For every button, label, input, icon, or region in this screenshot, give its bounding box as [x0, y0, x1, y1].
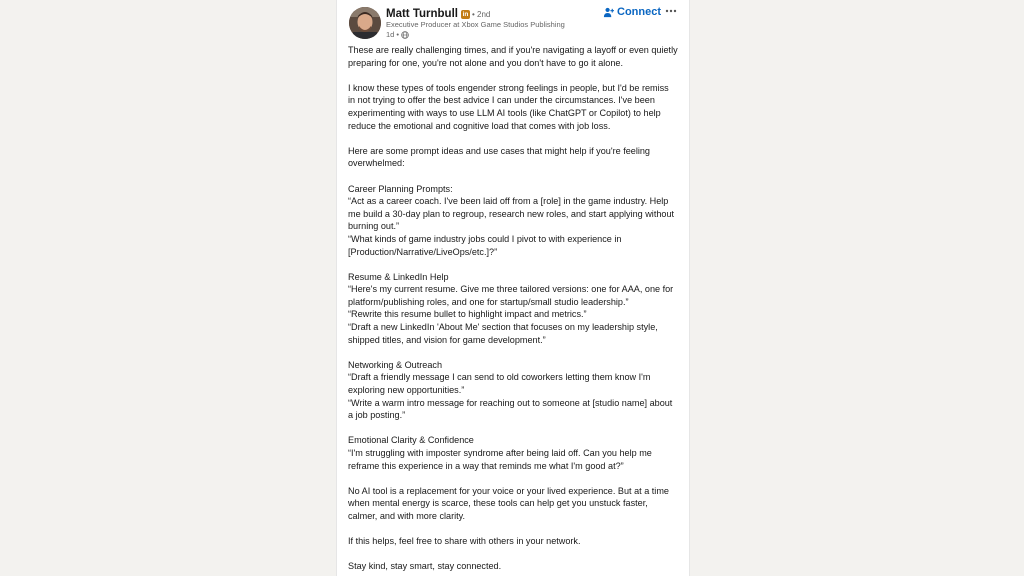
post-text-line: “Here's my current resume. Give me three tailored versions: one for AAA, one for platform/publishing roles, and one for startup/small studio leadership.” — [348, 284, 674, 307]
post-text-line: “What kinds of game industry jobs could I pivot to with experience in [Production/Narrative/LiveOps/etc.]?” — [348, 233, 622, 257]
connect-button[interactable] — [603, 5, 661, 19]
more-options-icon[interactable] — [663, 4, 679, 18]
post-text-line: Emotional Clarity & Confidence — [348, 435, 474, 446]
post-text-line: Resume & LinkedIn Help — [348, 271, 449, 282]
post-body — [348, 44, 678, 576]
globe-icon — [401, 31, 409, 39]
post-paragraph — [348, 560, 678, 573]
connection-degree: • 2nd — [471, 9, 491, 19]
post-text-line: No AI tool is a replacement for your voice or your lived experience. But at a time when mental energy is scarce, these tools can help get you unstuck faster, calmer, and with more clarity. — [348, 485, 669, 521]
linkedin-premium-icon — [461, 10, 470, 19]
author-name[interactable]: Matt Turnbull — [386, 8, 458, 20]
author-headline: Executive Producer at Xbox Game Studios Publishing — [386, 20, 565, 29]
post-paragraph — [348, 82, 678, 132]
post-text-line: “Draft a new LinkedIn 'About Me' section that focuses on my leadership style, shipped titles, and vision for game development.” — [348, 322, 658, 345]
post-paragraph — [348, 359, 678, 422]
post-text-line: I know these types of tools engender strong feelings in people, but I'd be remiss in not trying to offer the best advice I can under the circumstances. I've been experimenting with ways to use LLM AI tools (like ChatGPT or Copilot) to help reduce the emotional and cognitive load that comes with job loss. — [348, 82, 669, 131]
post-text-line: “Act as a career coach. I've been laid off from a [role] in the game industry. Help me build a 30-day plan to regroup, research new roles, and start applying without burning out.” — [348, 196, 675, 232]
post-header — [337, 0, 689, 44]
post-paragraph — [348, 145, 678, 170]
badge-label: in — [462, 10, 469, 18]
post-text-line: These are really challenging times, and if you're navigating a layoff or even quietly preparing for one, you're not alone and you don't have to go it alone. — [348, 45, 678, 68]
post-text-line: Here are some prompt ideas and use cases that might help if you're feeling overwhelmed: — [348, 145, 650, 169]
post-text-line: If this helps, feel free to share with others in your network. — [348, 536, 581, 547]
post-paragraph — [348, 44, 678, 69]
post-paragraph — [348, 183, 678, 259]
post-text-line: “Write a warm intro message for reaching out to someone at [studio name] about a job posting.” — [348, 397, 673, 421]
post-text-line: “Rewrite this resume bullet to highlight impact and metrics.” — [348, 309, 587, 320]
post-paragraph — [348, 434, 678, 472]
post-time: 1d • — [386, 30, 400, 39]
post-text-line: Career Planning Prompts: — [348, 183, 453, 194]
post-paragraph — [348, 535, 678, 548]
author-line — [386, 7, 490, 21]
avatar[interactable] — [349, 7, 381, 39]
post-card — [336, 0, 690, 576]
post-text-line: Stay kind, stay smart, stay connected. — [348, 561, 502, 572]
post-text-line: Networking & Outreach — [348, 359, 443, 370]
connect-label: Connect — [617, 6, 661, 18]
add-person-icon — [603, 7, 614, 18]
post-paragraph — [348, 485, 678, 523]
post-text-line: “Draft a friendly message I can send to old coworkers letting them know I'm exploring new opportunities.” — [348, 372, 651, 396]
post-paragraph — [348, 271, 678, 347]
post-timestamp — [386, 30, 409, 39]
post-text-line: “I'm struggling with imposter syndrome after being laid off. Can you help me reframe this experience in a way that reminds me what I'm good at?” — [348, 448, 652, 471]
avatar-photo — [349, 7, 381, 39]
